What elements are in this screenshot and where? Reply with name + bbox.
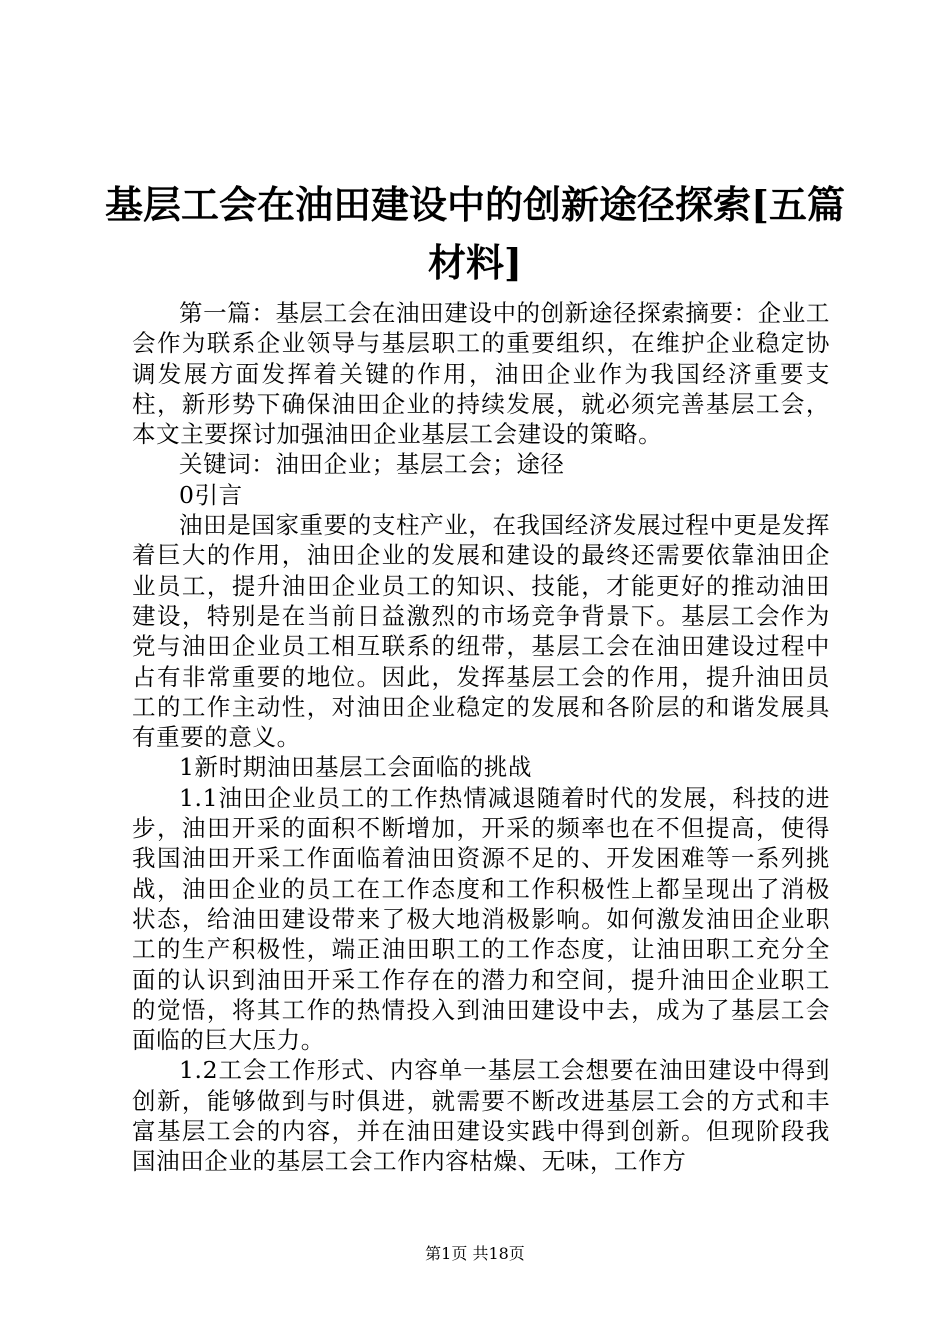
paragraph-section-1-2: 1.2工会工作形式、内容单一基层工会想要在油田建设中得到创新，能够做到与时俱进，就需要不断改进基层工会的方式和丰富基层工会的内容，并在油田建设实践中得到创新。但现阶段我国油田企业的基层工会工作内容枯燥、无味，工作方 [132, 1056, 830, 1176]
paragraph-section-1-1: 1.1油田企业员工的工作热情减退随着时代的发展，科技的进步，油田开采的面积不断增加，开采的频率也在不但提高，使得我国油田开采工作面临着油田资源不足的、开发困难等一系列挑战，油田企业的员工在工作态度和工作积极性上都呈现出了消极状态，给油田建设带来了极大地消极影响。如何激发油田企业职工的生产积极性，端正油田职工的工作态度，让油田职工充分全面的认识到油田开采工作存在的潜力和空间，提升油田企业职工的觉悟，将其工作的热情投入到油田建设中去，成为了基层工会面临的巨大压力。 [132, 783, 830, 1055]
paragraph-abstract: 第一篇：基层工会在油田建设中的创新途径探索摘要：企业工会作为联系企业领导与基层职工的重要组织，在维护企业稳定协调发展方面发挥着关键的作用，油田企业作为我国经济重要支柱，新形势下确保油田企业的持续发展，就必须完善基层工会，本文主要探讨加强油田企业基层工会建设的策略。 [132, 299, 830, 449]
document-body [132, 298, 830, 1177]
heading-introduction: 0引言 [179, 480, 243, 509]
paragraph-introduction: 油田是国家重要的支柱产业，在我国经济发展过程中更是发挥着巨大的作用，油田企业的发展和建设的最终还需要依靠油田企业员工，提升油田企业员工的知识、技能，才能更好的推动油田建设，特别是在当前日益激烈的市场竞争背景下。基层工会作为党与油田企业员工相互联系的纽带，基层工会在油田建设过程中占有非常重要的地位。因此，发挥基层工会的作用，提升油田员工的工作主动性，对油田企业稳定的发展和各阶层的和谐发展具有重要的意义。 [132, 511, 830, 752]
page-number-footer: 第1页 共18页 [425, 1244, 525, 1263]
paragraph-keywords: 关键词：油田企业；基层工会；途径 [179, 450, 565, 479]
document-title: 基层工会在油田建设中的创新途径探索[五篇材料] [105, 182, 845, 285]
heading-section-1: 1新时期油田基层工会面临的挑战 [179, 753, 532, 782]
